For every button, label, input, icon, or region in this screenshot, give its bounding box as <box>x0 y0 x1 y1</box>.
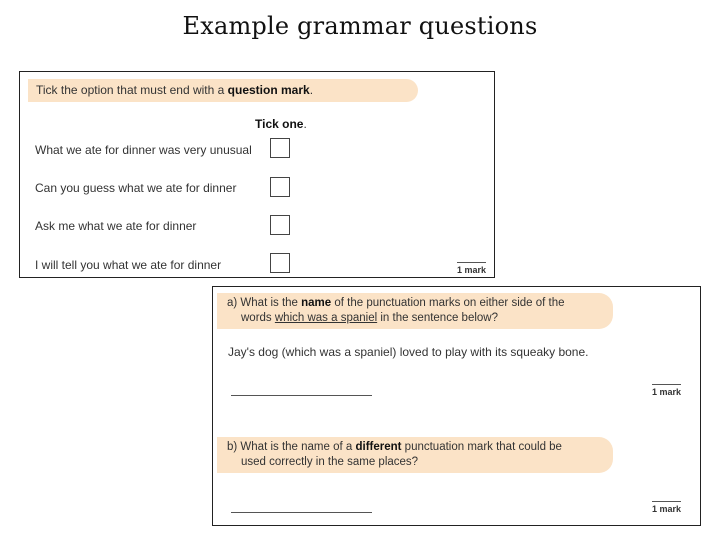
prompt-bold: question mark <box>227 83 310 97</box>
q2a-bold: name <box>301 297 332 309</box>
slide-title: Example grammar questions <box>182 12 538 40</box>
option-label: Ask me what we ate for dinner <box>35 219 197 233</box>
mark-allocation: 1 mark <box>457 262 486 275</box>
q2a-line2-prefix: words <box>241 312 275 324</box>
q2a-middle: of the punctuation marks on either side of the <box>331 297 565 309</box>
q2a-underlined: which was a spaniel <box>274 312 378 324</box>
question-2a-prompt <box>217 293 613 329</box>
tick-one-end: . <box>303 117 307 131</box>
question-1-prompt <box>28 79 418 102</box>
q2a-line2 <box>227 311 605 326</box>
tick-one-instruction <box>255 117 307 131</box>
prompt-text: Tick the option that must end with a <box>36 83 228 97</box>
option-2-checkbox[interactable] <box>270 177 290 197</box>
q2a-prefix: a) What is the <box>227 297 302 309</box>
prompt-end: . <box>309 83 314 97</box>
q2b-bold: different <box>355 441 402 453</box>
question-card-2 <box>212 286 701 526</box>
option-4-checkbox[interactable] <box>270 253 290 273</box>
option-label: Can you guess what we ate for dinner <box>35 181 237 195</box>
option-label: What we ate for dinner was very unusual <box>35 143 252 157</box>
mark-allocation: 1 mark <box>652 384 681 397</box>
mark-allocation: 1 mark <box>652 501 681 514</box>
q2b-suffix: punctuation mark that could be <box>401 441 562 453</box>
example-sentence: Jay's dog (which was a spaniel) loved to play with its squeaky bone. <box>228 345 589 359</box>
q2b-line2: used correctly in the same places? <box>241 456 419 468</box>
option-3-checkbox[interactable] <box>270 215 290 235</box>
option-1-checkbox[interactable] <box>270 138 290 158</box>
tick-one-bold: Tick one <box>255 117 304 131</box>
q2a-line2-suffix: in the sentence below? <box>377 312 498 324</box>
answer-2a-field[interactable] <box>231 381 372 396</box>
answer-2b-field[interactable] <box>231 498 372 513</box>
q2b-prefix: b) What is the name of a <box>227 441 356 453</box>
option-label: I will tell you what we ate for dinner <box>35 258 222 272</box>
question-2b-prompt <box>217 437 613 473</box>
question-card-1 <box>19 71 495 278</box>
